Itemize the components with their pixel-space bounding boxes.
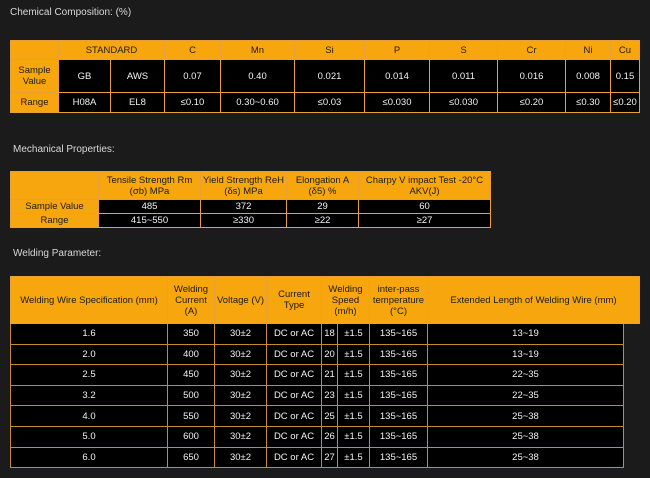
value-cell: 0.014 xyxy=(365,60,430,93)
interpass-temperature-header: inter-pass temperature (°C) xyxy=(370,277,428,324)
current-type-cell: DC or AC xyxy=(267,447,322,468)
extended-length-cell: 13~19 xyxy=(428,324,624,345)
element-header: S xyxy=(430,41,498,60)
welding-speed-cell: 21 xyxy=(322,365,338,386)
standard-header: STANDARD xyxy=(59,41,165,60)
value-cell: 29 xyxy=(287,200,359,214)
welding-speed-cell: 23 xyxy=(322,385,338,406)
voltage-cell: 30±2 xyxy=(215,365,267,386)
row-label: Range xyxy=(11,214,99,228)
welding-current-header: Welding Current (A) xyxy=(168,277,215,324)
standard-gb-cell: GB xyxy=(59,60,111,93)
speed-tolerance-cell: ±1.5 xyxy=(338,324,370,345)
interpass-temperature-cell: 135~165 xyxy=(370,426,428,447)
value-cell: 415~550 xyxy=(99,214,201,228)
current-type-cell: DC or AC xyxy=(267,426,322,447)
welding-current-cell: 550 xyxy=(168,406,215,427)
current-type-cell: DC or AC xyxy=(267,365,322,386)
value-cell: ≤0.30 xyxy=(566,93,611,113)
value-cell: 0.07 xyxy=(165,60,221,93)
value-cell: ≤0.030 xyxy=(430,93,498,113)
value-cell: ≤0.20 xyxy=(611,93,640,113)
welding-parameter-table xyxy=(10,276,640,468)
welding-current-cell: 400 xyxy=(168,344,215,365)
yield-strength-header: Yield Strength ReH (δs) MPa xyxy=(201,172,287,200)
value-cell: 485 xyxy=(99,200,201,214)
interpass-temperature-cell: 135~165 xyxy=(370,324,428,345)
extended-length-cell: 25~38 xyxy=(428,426,624,447)
welding-speed-cell: 18 xyxy=(322,324,338,345)
chemical-composition-title: Chemical Composition: (%) xyxy=(10,7,132,18)
wire-spec-cell: 5.0 xyxy=(11,426,168,447)
row-label: Range xyxy=(11,93,59,113)
mechanical-properties-title: Mechanical Properties: xyxy=(13,144,115,155)
current-type-cell: DC or AC xyxy=(267,406,322,427)
row-edge xyxy=(624,365,640,386)
wire-spec-cell: 4.0 xyxy=(11,406,168,427)
speed-tolerance-cell: ±1.5 xyxy=(338,344,370,365)
speed-tolerance-cell: ±1.5 xyxy=(338,426,370,447)
voltage-cell: 30±2 xyxy=(215,385,267,406)
mechanical-sample-row xyxy=(11,200,491,214)
table-row xyxy=(11,344,640,365)
wire-spec-cell: 2.0 xyxy=(11,344,168,365)
standard-gb-cell: H08A xyxy=(59,93,111,113)
value-cell: ≤0.10 xyxy=(165,93,221,113)
wire-spec-cell: 6.0 xyxy=(11,447,168,468)
voltage-cell: 30±2 xyxy=(215,447,267,468)
current-type-cell: DC or AC xyxy=(267,385,322,406)
interpass-temperature-cell: 135~165 xyxy=(370,447,428,468)
table-row xyxy=(11,365,640,386)
chemical-sample-row xyxy=(11,60,640,93)
value-cell: ≥330 xyxy=(201,214,287,228)
value-cell: 0.15 xyxy=(611,60,640,93)
element-header: Cu xyxy=(611,41,640,60)
value-cell: ≥22 xyxy=(287,214,359,228)
welding-current-cell: 450 xyxy=(168,365,215,386)
charpy-impact-header: Charpy V impact Test -20°C AKV(J) xyxy=(359,172,491,200)
chemical-composition-table xyxy=(10,40,640,113)
element-header: C xyxy=(165,41,221,60)
wire-spec-cell: 1.6 xyxy=(11,324,168,345)
welding-current-cell: 600 xyxy=(168,426,215,447)
corner-cell xyxy=(11,41,59,60)
table-row xyxy=(11,426,640,447)
interpass-temperature-cell: 135~165 xyxy=(370,385,428,406)
value-cell: 0.011 xyxy=(430,60,498,93)
table-row xyxy=(11,406,640,427)
welding-header-row xyxy=(11,277,640,324)
row-edge xyxy=(624,447,640,468)
element-header: Si xyxy=(295,41,365,60)
table-row xyxy=(11,324,640,345)
voltage-cell: 30±2 xyxy=(215,426,267,447)
value-cell: 0.30~0.60 xyxy=(221,93,295,113)
tensile-strength-header: Tensile Strength Rm (σb) MPa xyxy=(99,172,201,200)
voltage-header: Voltage (V) xyxy=(215,277,267,324)
chemical-range-row xyxy=(11,93,640,113)
interpass-temperature-cell: 135~165 xyxy=(370,365,428,386)
value-cell: ≤0.03 xyxy=(295,93,365,113)
table-row xyxy=(11,447,640,468)
value-cell: 0.021 xyxy=(295,60,365,93)
element-header: Ni xyxy=(566,41,611,60)
value-cell: 0.016 xyxy=(498,60,566,93)
wire-spec-header: Welding Wire Specification (mm) xyxy=(11,277,168,324)
voltage-cell: 30±2 xyxy=(215,344,267,365)
row-edge xyxy=(624,406,640,427)
value-cell: 60 xyxy=(359,200,491,214)
welding-speed-cell: 26 xyxy=(322,426,338,447)
mechanical-properties-table xyxy=(10,171,491,228)
value-cell: ≤0.20 xyxy=(498,93,566,113)
extended-length-header: Extended Length of Welding Wire (mm) xyxy=(428,277,640,324)
welding-parameter-title: Welding Parameter: xyxy=(13,248,102,259)
welding-speed-cell: 25 xyxy=(322,406,338,427)
speed-tolerance-cell: ±1.5 xyxy=(338,447,370,468)
element-header: Mn xyxy=(221,41,295,60)
speed-tolerance-cell: ±1.5 xyxy=(338,406,370,427)
row-label: Sample Value xyxy=(11,200,99,214)
row-edge xyxy=(624,426,640,447)
row-edge xyxy=(624,385,640,406)
row-edge xyxy=(624,324,640,345)
current-type-header: Current Type xyxy=(267,277,322,324)
table-row xyxy=(11,385,640,406)
welding-speed-cell: 20 xyxy=(322,344,338,365)
value-cell: 0.40 xyxy=(221,60,295,93)
interpass-temperature-cell: 135~165 xyxy=(370,406,428,427)
wire-spec-cell: 3.2 xyxy=(11,385,168,406)
extended-length-cell: 22~35 xyxy=(428,385,624,406)
value-cell: ≥27 xyxy=(359,214,491,228)
standard-aws-cell: AWS xyxy=(111,60,165,93)
value-cell: ≤0.030 xyxy=(365,93,430,113)
welding-current-cell: 350 xyxy=(168,324,215,345)
voltage-cell: 30±2 xyxy=(215,406,267,427)
extended-length-cell: 13~19 xyxy=(428,344,624,365)
elongation-header: Elongation A (δ5) % xyxy=(287,172,359,200)
interpass-temperature-cell: 135~165 xyxy=(370,344,428,365)
welding-speed-header: Welding Speed (m/h) xyxy=(322,277,370,324)
extended-length-cell: 25~38 xyxy=(428,447,624,468)
welding-current-cell: 500 xyxy=(168,385,215,406)
voltage-cell: 30±2 xyxy=(215,324,267,345)
speed-tolerance-cell: ±1.5 xyxy=(338,365,370,386)
wire-spec-cell: 2.5 xyxy=(11,365,168,386)
element-header: P xyxy=(365,41,430,60)
row-label: Sample Value xyxy=(11,60,59,93)
value-cell: 372 xyxy=(201,200,287,214)
speed-tolerance-cell: ±1.5 xyxy=(338,385,370,406)
corner-cell xyxy=(11,172,99,200)
current-type-cell: DC or AC xyxy=(267,324,322,345)
welding-speed-cell: 27 xyxy=(322,447,338,468)
welding-current-cell: 650 xyxy=(168,447,215,468)
mechanical-header-row xyxy=(11,172,491,200)
extended-length-cell: 22~35 xyxy=(428,365,624,386)
current-type-cell: DC or AC xyxy=(267,344,322,365)
row-edge xyxy=(624,344,640,365)
chemical-header-row xyxy=(11,41,640,60)
element-header: Cr xyxy=(498,41,566,60)
value-cell: 0.008 xyxy=(566,60,611,93)
mechanical-range-row xyxy=(11,214,491,228)
extended-length-cell: 25~38 xyxy=(428,406,624,427)
standard-aws-cell: EL8 xyxy=(111,93,165,113)
